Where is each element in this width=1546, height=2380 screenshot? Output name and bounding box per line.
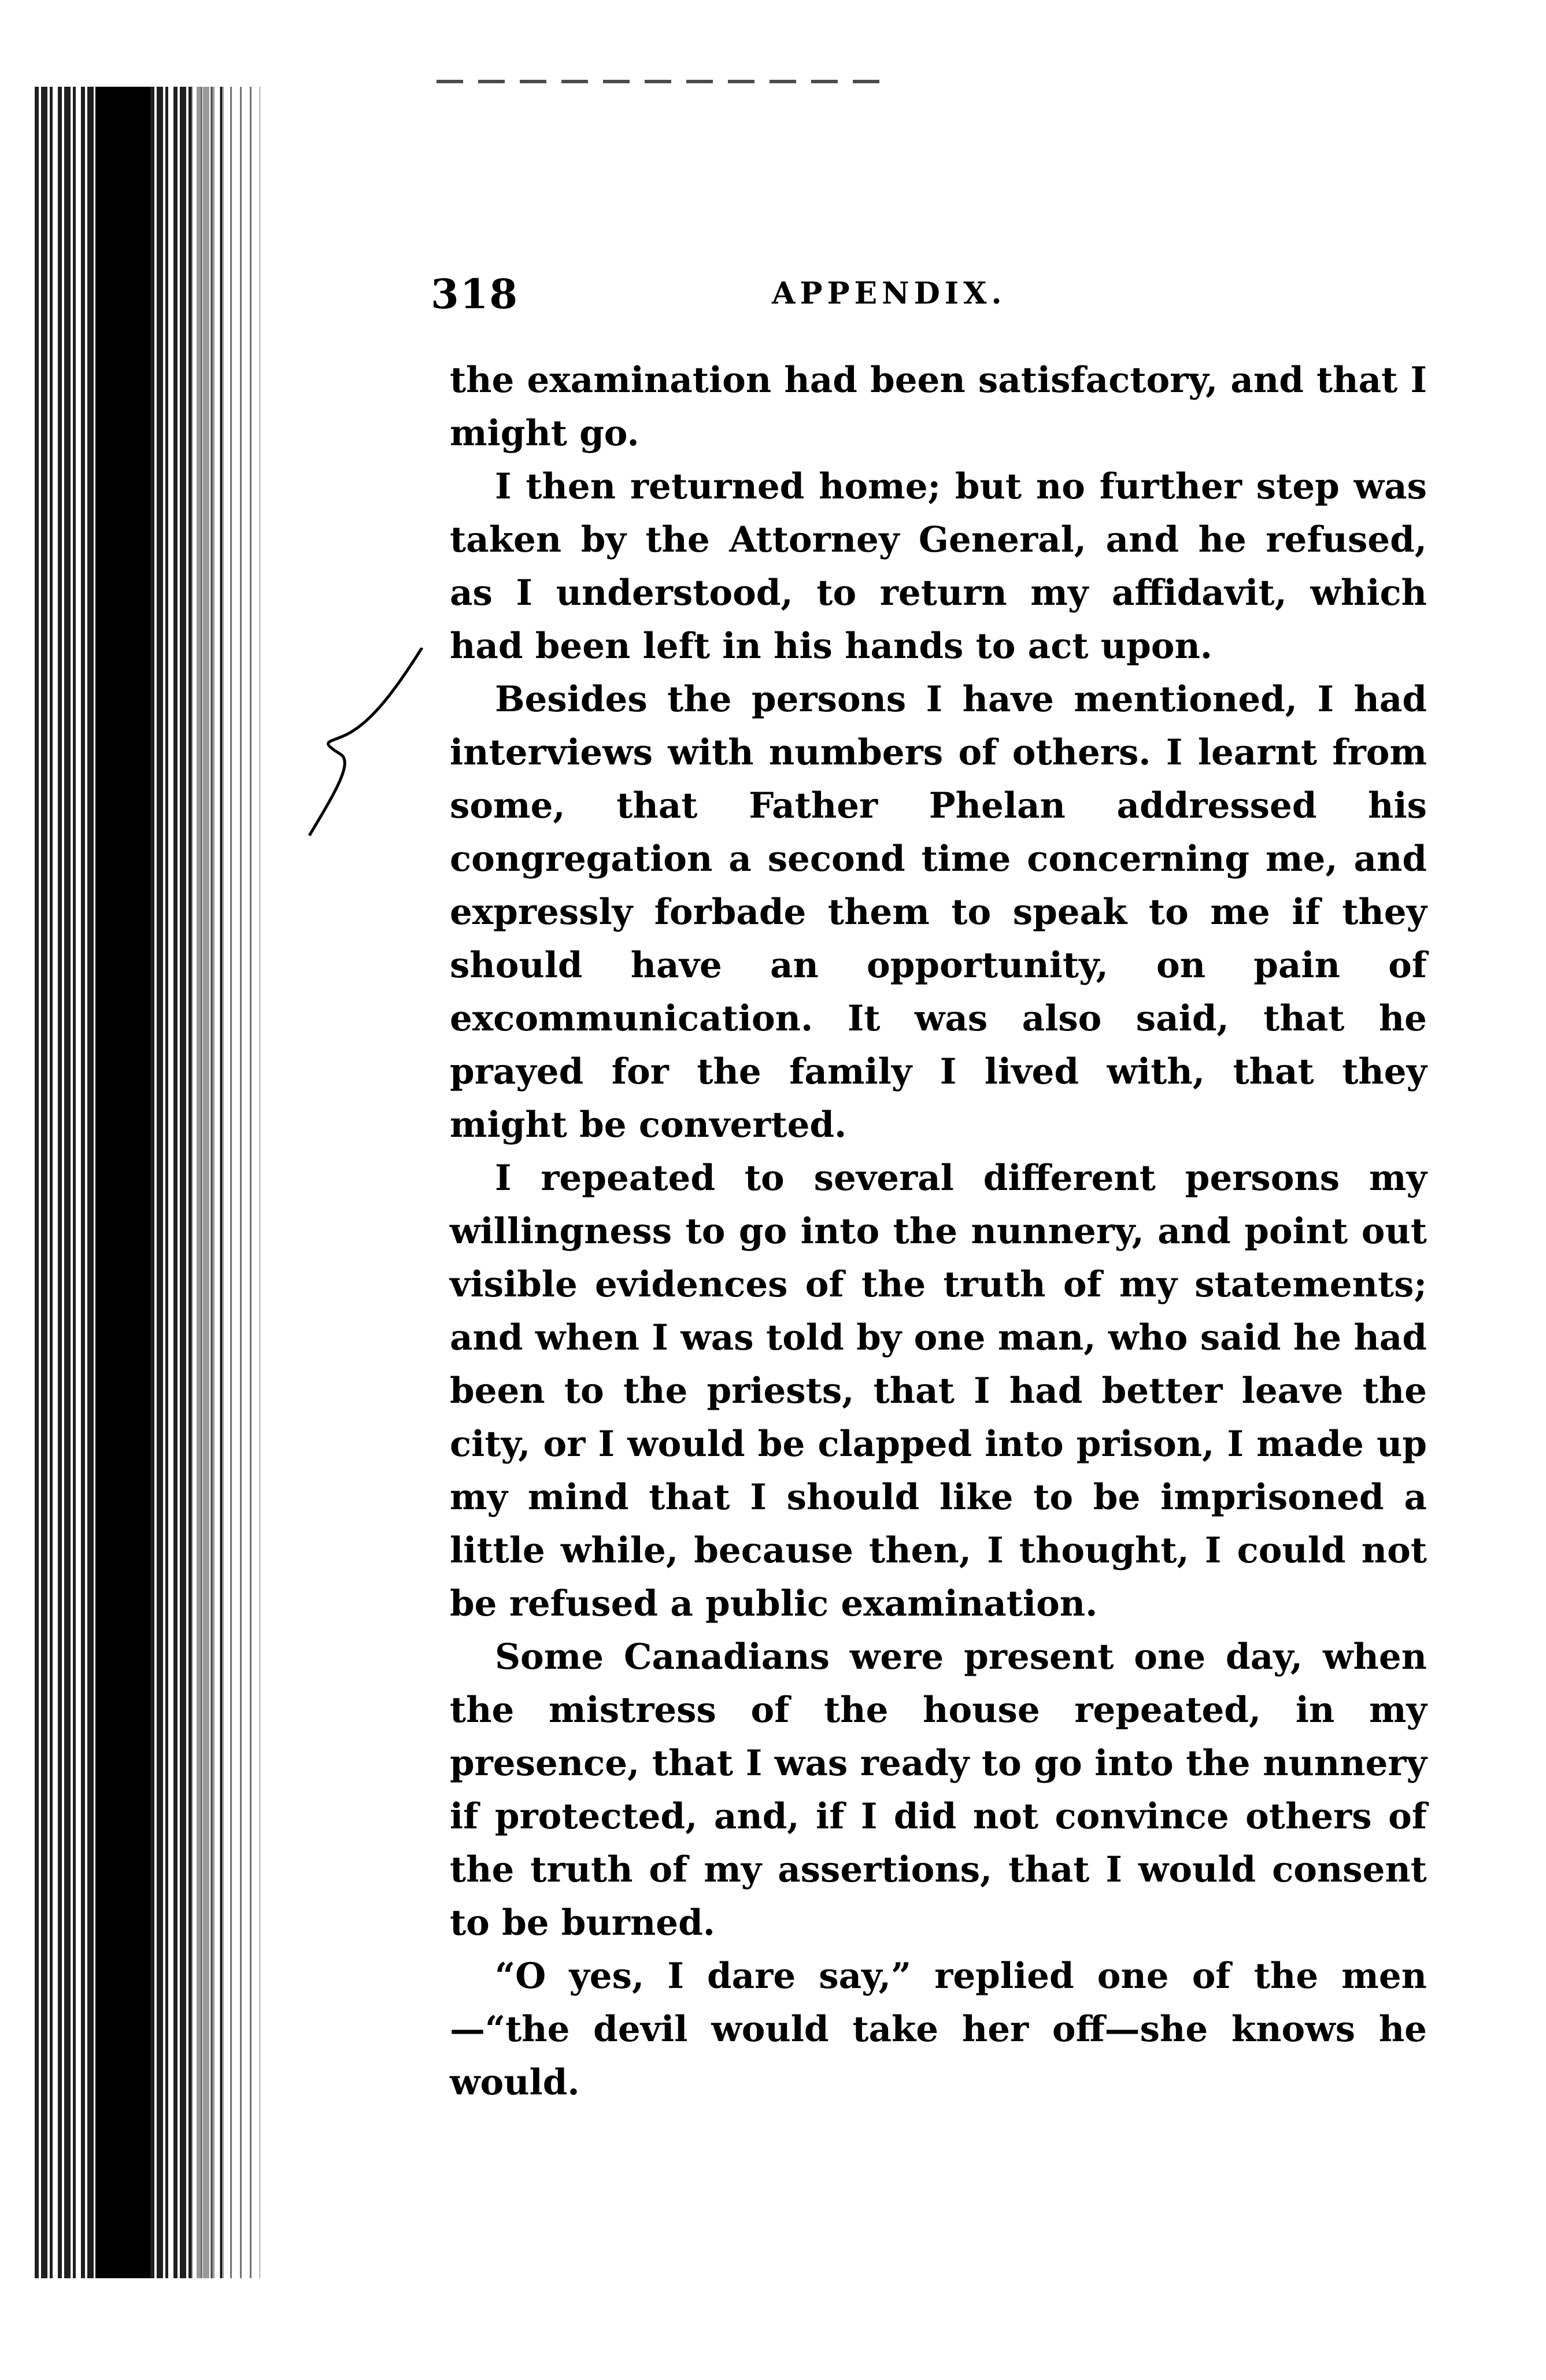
scan-artifact-rule xyxy=(437,80,882,83)
paragraph: Some Canadians were present one day, when the mistress of the house repeated, in my presence, that I was ready to go into the nunnery if protected, and, if I did not convince others of the truth of my assertions, that I would consent to be burned. xyxy=(450,1636,1427,1943)
running-head: APPENDIX. xyxy=(772,276,1007,311)
paragraph: Besides the persons I have mentioned, I had interviews with numbers of others. I learnt from some, that Father Phelan addressed his congregation a second time concerning me, and expressly forbade them to speak to me if they should have an opportunity, on pain of excommunication. It was also said, that he prayed for the family I lived with, that they might be converted. xyxy=(450,679,1427,1145)
paragraph: I repeated to several different persons my willingness to go into the nunnery, and point out visible evidences of the truth of my statements; and when I was told by one man, who said he had been to the priests, that I had better leave the city, or I would be clapped into prison, I made up my mind that I should like to be imprisoned a little while, because then, I thought, I could not be refused a public examination. xyxy=(450,1158,1427,1624)
paragraph: I then returned home; but no further step was taken by the Attorney General, and he refused, as I understood, to return my affidavit, which had been left in his hands to act upon. xyxy=(450,466,1427,667)
body-text xyxy=(450,354,1427,2109)
page-header xyxy=(431,263,1425,332)
book-spine-edge xyxy=(95,87,150,2278)
paragraph: “O yes, I dare say,” replied one of the men—“the devil would take her off—she knows he would. xyxy=(450,1956,1427,2103)
paragraph-continued: the examination had been satisfactory, and that I might go. xyxy=(450,360,1427,454)
page-number: 318 xyxy=(431,270,519,318)
pencil-margin-mark xyxy=(306,648,428,838)
gutter-fade xyxy=(191,87,260,2278)
